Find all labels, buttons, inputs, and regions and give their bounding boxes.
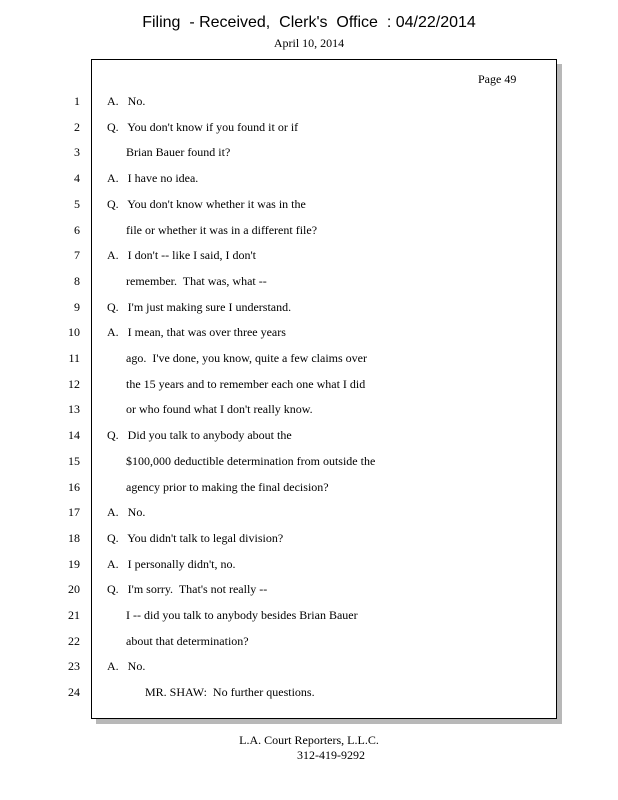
line-number: 22 bbox=[68, 633, 80, 648]
transcript-line bbox=[0, 478, 618, 496]
transcript-line bbox=[0, 169, 618, 187]
line-text: Q. You didn't talk to legal division? bbox=[107, 530, 284, 545]
transcript-line bbox=[0, 400, 618, 418]
line-text: A. I personally didn't, no. bbox=[107, 556, 236, 571]
footer-phone: 312-419-9292 bbox=[297, 748, 365, 762]
line-number: 14 bbox=[68, 428, 80, 443]
transcript-line bbox=[0, 426, 618, 444]
line-number: 7 bbox=[74, 248, 80, 263]
line-text: A. I mean, that was over three years bbox=[107, 325, 286, 340]
line-text: agency prior to making the final decision? bbox=[126, 479, 329, 494]
line-text: A. No. bbox=[107, 94, 146, 108]
transcript-line bbox=[0, 657, 618, 675]
footer-company: L.A. Court Reporters, L.L.C. bbox=[239, 733, 379, 747]
transcript-line bbox=[0, 195, 618, 213]
line-text: Q. You don't know if you found it or if bbox=[107, 119, 299, 134]
line-text: I -- did you talk to anybody besides Brian Bauer bbox=[126, 608, 358, 622]
line-text: or who found what I don't really know. bbox=[126, 402, 313, 417]
line-number: 23 bbox=[68, 659, 80, 674]
line-text: Q. You don't know whether it was in the bbox=[107, 196, 306, 211]
line-number: 5 bbox=[74, 196, 80, 211]
line-text: A. No. bbox=[107, 659, 146, 674]
line-text: A. I don't -- like I said, I don't bbox=[107, 248, 256, 263]
line-text: A. I have no idea. bbox=[107, 171, 199, 186]
line-number: 16 bbox=[68, 479, 80, 494]
line-text: Q. Did you talk to anybody about the bbox=[107, 428, 292, 443]
transcript-line bbox=[0, 323, 618, 341]
line-number: 24 bbox=[68, 685, 80, 700]
transcript-line bbox=[0, 503, 618, 521]
line-number: 4 bbox=[74, 171, 80, 186]
transcript-line bbox=[0, 143, 618, 161]
line-text: remember. That was, what -- bbox=[126, 273, 267, 288]
page-number: Page 49 bbox=[478, 72, 517, 86]
line-number: 12 bbox=[68, 376, 80, 391]
transcript-date: April 10, 2014 bbox=[273, 36, 345, 50]
line-text: about that determination? bbox=[126, 633, 249, 648]
transcript-line bbox=[0, 452, 618, 470]
transcript-line bbox=[0, 349, 618, 367]
line-number: 19 bbox=[68, 556, 80, 571]
line-text: A. No. bbox=[107, 505, 146, 520]
line-number: 17 bbox=[68, 505, 80, 520]
transcript-line bbox=[0, 272, 618, 290]
transcript-line bbox=[0, 375, 618, 393]
line-text: ago. I've done, you know, quite a few claims over bbox=[126, 351, 367, 365]
line-text: $100,000 deductible determination from outside the bbox=[126, 453, 376, 468]
transcript-line bbox=[0, 555, 618, 573]
transcript-line bbox=[0, 221, 618, 239]
transcript-line bbox=[0, 632, 618, 650]
line-number: 2 bbox=[74, 119, 80, 134]
line-text: file or whether it was in a different file? bbox=[126, 222, 318, 237]
line-number: 8 bbox=[74, 273, 80, 288]
line-text: the 15 years and to remember each one what I did bbox=[126, 376, 366, 391]
transcript-line bbox=[0, 580, 618, 598]
line-text: Q. I'm just making sure I understand. bbox=[107, 299, 292, 314]
line-text: Brian Bauer found it? bbox=[126, 145, 231, 160]
line-number: 18 bbox=[68, 530, 80, 545]
line-number: 11 bbox=[68, 351, 80, 365]
filing-stamp: Filing - Received, Clerk's Office : 04/22/2014 bbox=[142, 14, 476, 31]
transcript-line bbox=[0, 529, 618, 547]
line-number: 1 bbox=[74, 94, 80, 108]
line-number: 21 bbox=[68, 608, 80, 622]
transcript-line bbox=[0, 298, 618, 316]
line-number: 3 bbox=[74, 145, 80, 160]
transcript-line bbox=[0, 92, 618, 110]
line-number: 15 bbox=[68, 453, 80, 468]
transcript-line bbox=[0, 606, 618, 624]
line-number: 20 bbox=[68, 582, 80, 597]
transcript-line bbox=[0, 246, 618, 264]
line-number: 9 bbox=[74, 299, 80, 314]
line-text: Q. I'm sorry. That's not really -- bbox=[107, 582, 268, 597]
transcript-line bbox=[0, 683, 618, 701]
line-number: 10 bbox=[68, 325, 80, 340]
line-number: 6 bbox=[74, 222, 80, 237]
transcript-line bbox=[0, 118, 618, 136]
line-number: 13 bbox=[68, 402, 80, 417]
line-text: MR. SHAW: No further questions. bbox=[145, 685, 315, 700]
